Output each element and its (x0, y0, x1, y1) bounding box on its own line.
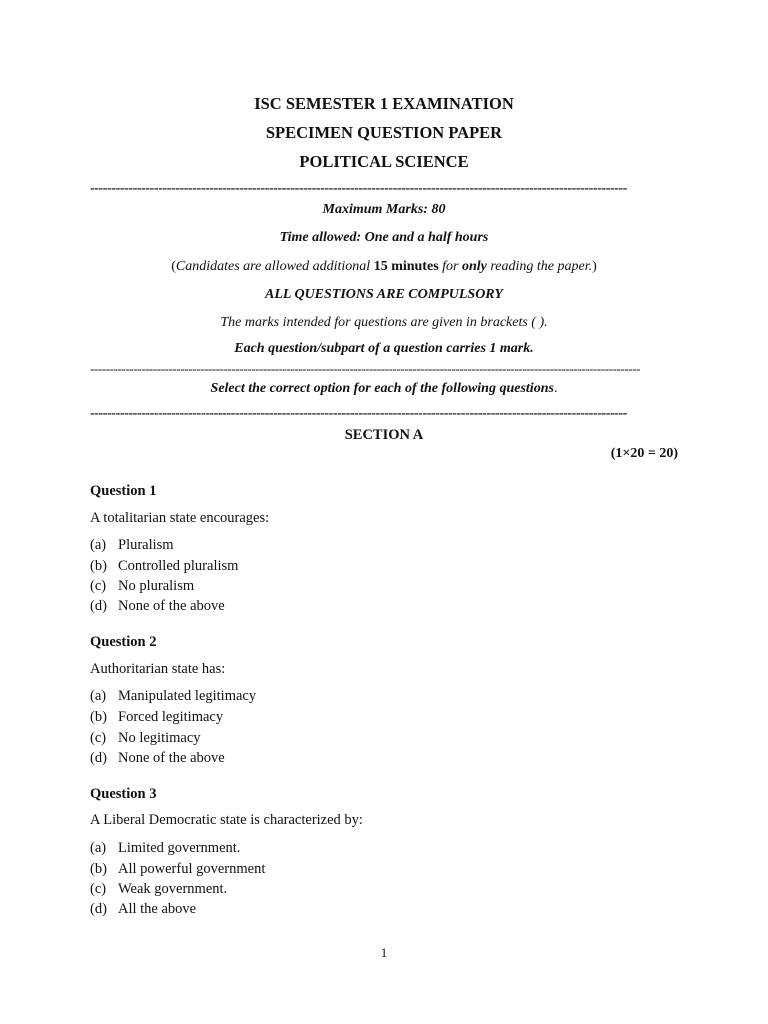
option-label: (a) (90, 537, 107, 553)
option-label: (a) (90, 688, 107, 704)
option-text: Forced legitimacy (118, 709, 224, 725)
question-3-option-b (90, 861, 265, 878)
exam-title: ISC SEMESTER 1 EXAMINATION (254, 94, 514, 113)
select-text: Select the correct option for each of the following questions (210, 381, 554, 396)
option-text: All the above (118, 901, 197, 917)
reading-time-note (90, 259, 678, 275)
question-1-text: A totalitarian state encourages: (90, 510, 270, 526)
each-mark-note: Each question/subpart of a question carries 1 mark. (234, 341, 534, 356)
question-1-heading: Question 1 (90, 483, 157, 499)
paper-title: SPECIMEN QUESTION PAPER (265, 123, 503, 142)
section-marks: (1×20 = 20) (610, 446, 678, 461)
reading-open: ( (171, 259, 176, 274)
option-text: All powerful government (118, 861, 266, 877)
question-2-heading: Question 2 (90, 634, 157, 650)
reading-only: only (461, 259, 487, 274)
reading-mid: for (438, 259, 462, 274)
option-text: Limited government. (118, 840, 241, 856)
question-2-option-c (90, 730, 201, 747)
question-2-text: Authoritarian state has: (90, 661, 226, 677)
question-3-option-a (90, 840, 240, 857)
option-text: None of the above (118, 750, 225, 766)
question-2-option-b (90, 709, 223, 726)
page-number: 1 (380, 945, 388, 960)
option-text: No legitimacy (118, 730, 201, 746)
option-label: (b) (90, 558, 107, 574)
question-3-text: A Liberal Democratic state is characterized by: (90, 812, 363, 828)
select-period: . (553, 381, 558, 396)
divider-3: ------------------------------------------------------------------------------------------------------------------------------ (90, 409, 628, 419)
option-label: (d) (90, 598, 107, 614)
reading-pre: Candidates are allowed additional (175, 259, 374, 274)
option-label: (d) (90, 750, 107, 766)
question-3-option-c (90, 881, 227, 898)
option-text: No pluralism (118, 578, 195, 594)
question-1-option-b (90, 558, 238, 575)
reading-post: reading the paper. (486, 259, 593, 274)
option-label: (b) (90, 709, 107, 725)
question-1-option-c (90, 578, 194, 595)
question-2-option-a (90, 688, 256, 705)
option-text: Manipulated legitimacy (118, 688, 257, 704)
compulsory-note: ALL QUESTIONS ARE COMPULSORY (265, 287, 503, 302)
reading-minutes: 15 minutes (373, 259, 439, 274)
option-text: Pluralism (118, 537, 174, 553)
marks-brackets-note: The marks intended for questions are given in brackets ( ). (220, 315, 548, 330)
option-label: (c) (90, 881, 107, 897)
section-title: SECTION A (344, 427, 424, 443)
question-3-heading: Question 3 (90, 786, 157, 802)
option-text: Controlled pluralism (118, 558, 239, 574)
reading-close: ) (592, 259, 597, 274)
option-text: None of the above (118, 598, 225, 614)
question-3-option-d (90, 901, 196, 918)
question-1-option-d (90, 598, 225, 615)
option-text: Weak government. (118, 881, 228, 897)
question-1-option-a (90, 537, 174, 554)
divider-1: ------------------------------------------------------------------------------------------------------------------------------ (90, 184, 628, 194)
time-allowed: Time allowed: One and a half hours (279, 230, 489, 245)
option-label: (b) (90, 861, 107, 877)
divider-2: -------------------------------------------------------------------------------------------------------------------------------------------- (90, 364, 641, 374)
subject-title: POLITICAL SCIENCE (299, 152, 469, 171)
option-label: (c) (90, 730, 107, 746)
option-label: (c) (90, 578, 107, 594)
option-label: (d) (90, 901, 107, 917)
select-option-note (90, 379, 678, 397)
option-label: (a) (90, 840, 107, 856)
question-2-option-d (90, 750, 225, 767)
max-marks: Maximum Marks: 80 (322, 202, 446, 217)
